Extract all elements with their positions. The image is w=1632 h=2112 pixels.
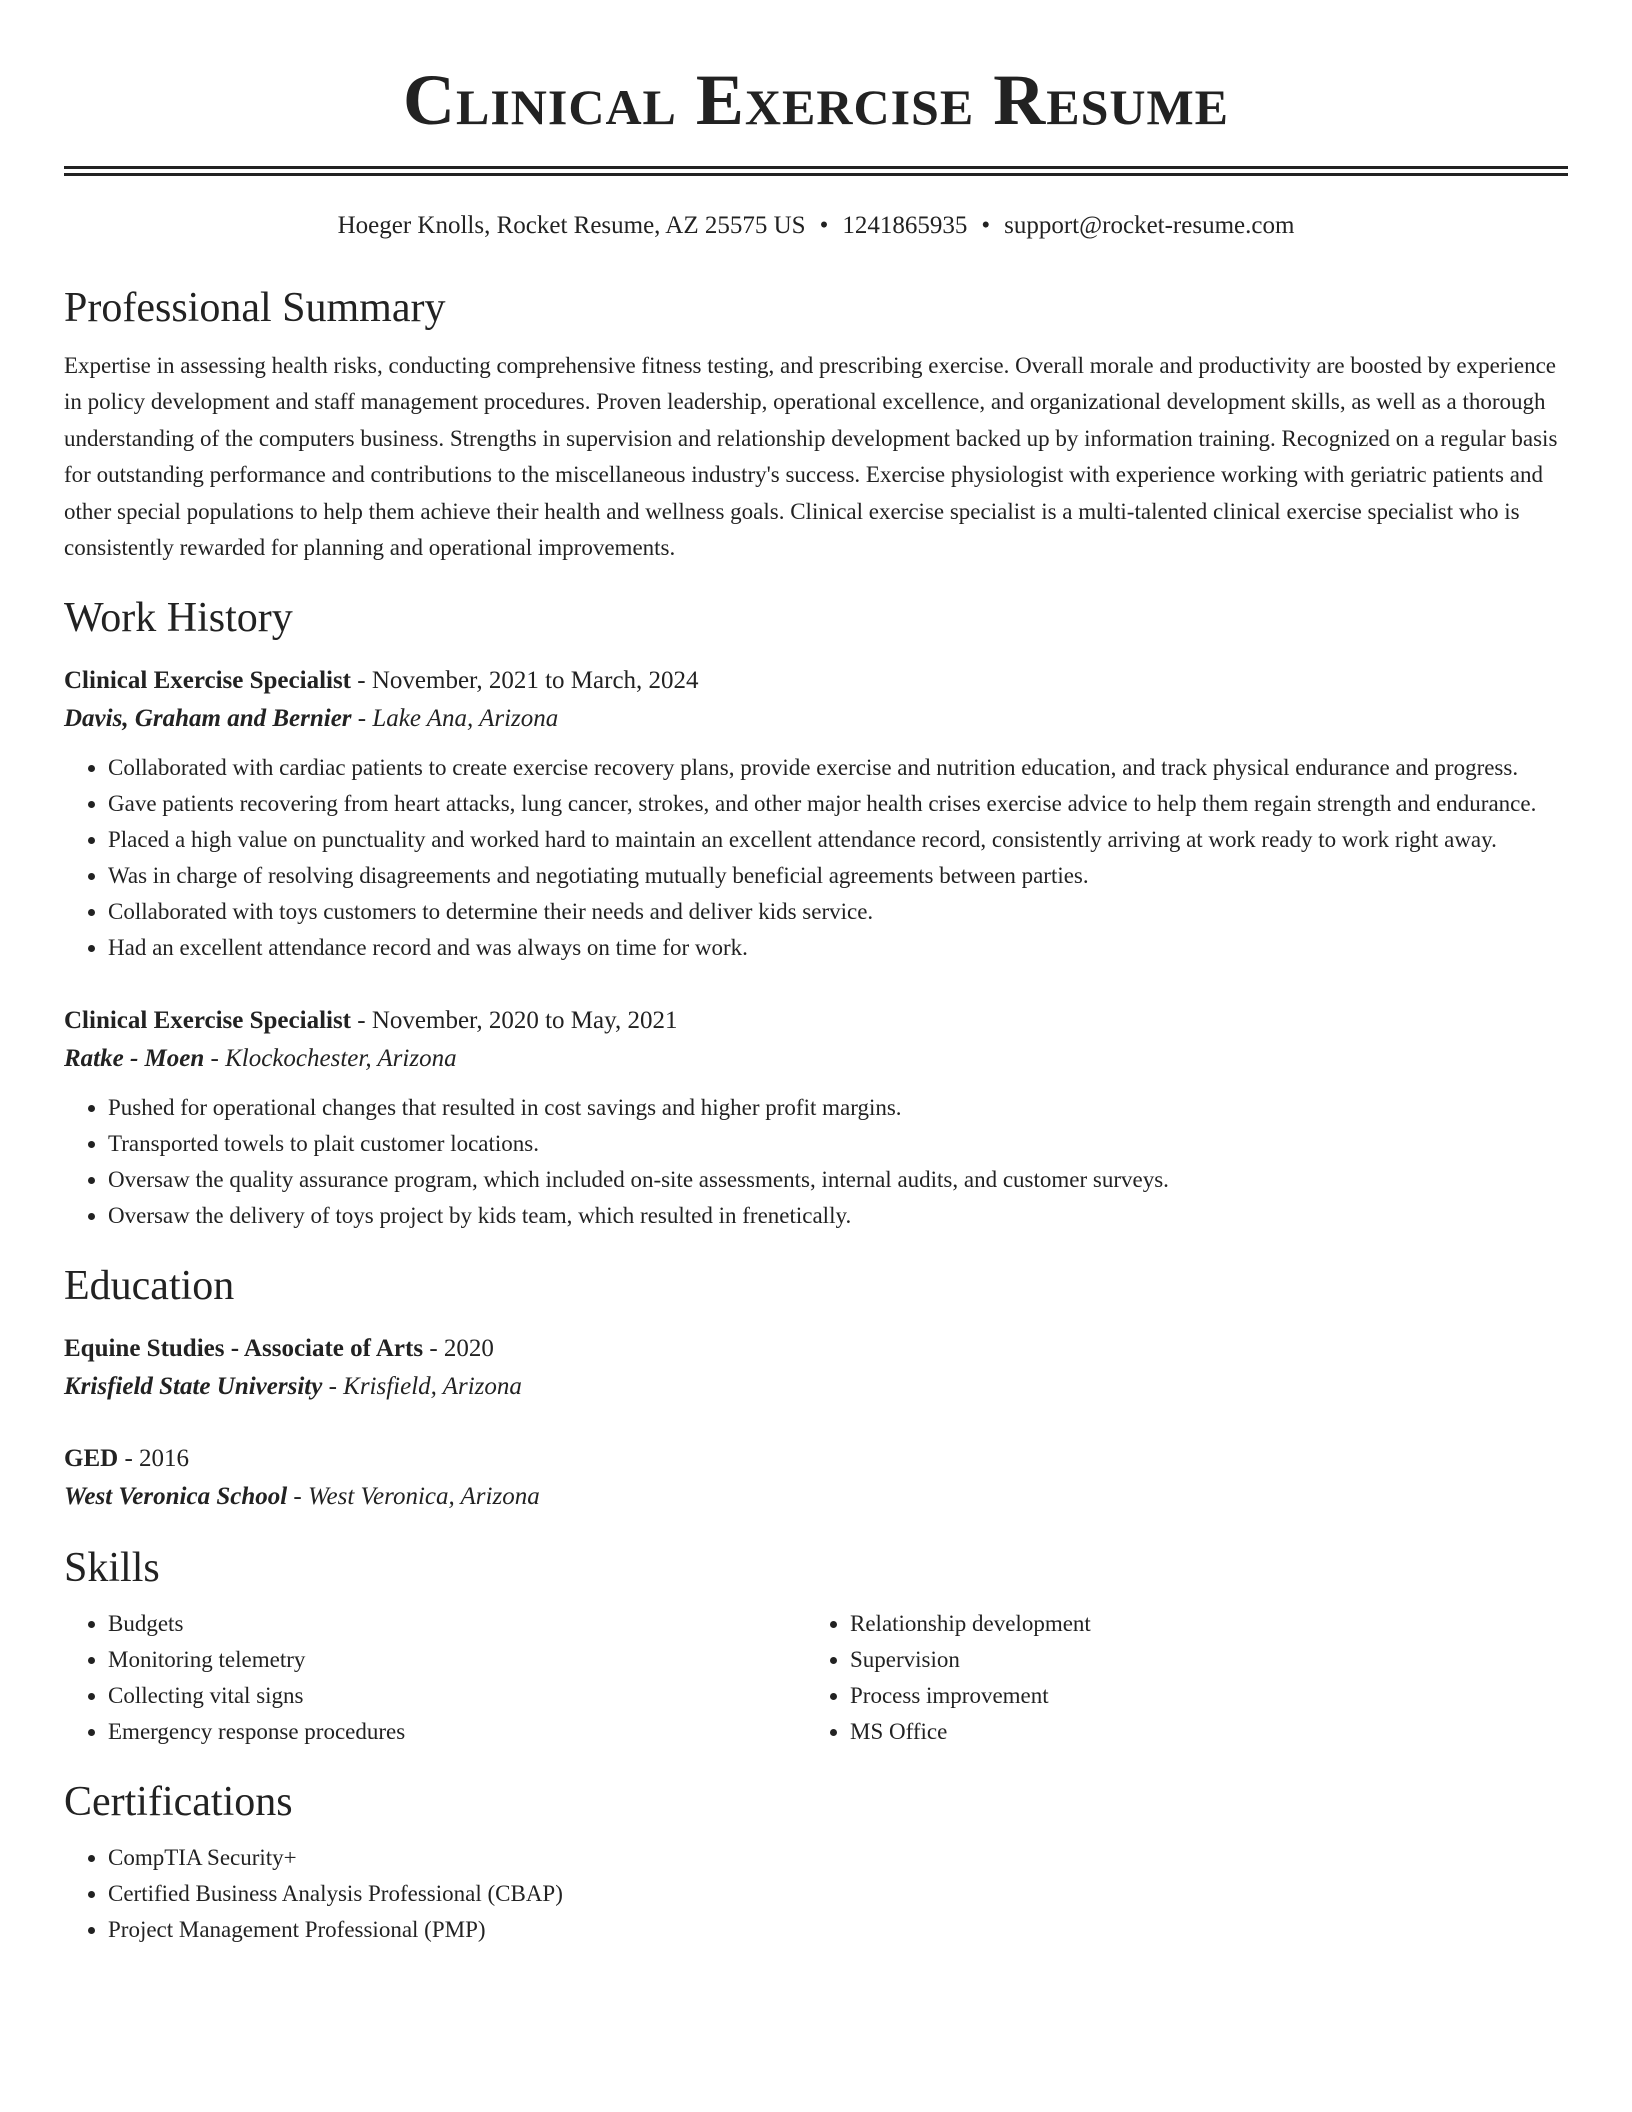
certification-item: • Certified Business Analysis Professional (CBAP)	[108, 1876, 1568, 1912]
job-dates: November, 2021 to March, 2024	[371, 667, 699, 695]
school-location: Krisfield, Arizona	[343, 1373, 522, 1401]
degree-line	[64, 1440, 1568, 1478]
skills-column-right	[806, 1606, 1548, 1750]
degree-line	[64, 1330, 1568, 1368]
job-bullet: • Placed a high value on punctuality and worked hard to maintain an excellent attendance record, consistently arriving at work ready to work right away.	[108, 822, 1568, 858]
skill-item: • Budgets	[108, 1606, 806, 1642]
certification-item: • CompTIA Security+	[108, 1840, 1568, 1876]
job-bullets	[64, 1090, 1568, 1234]
dash: -	[322, 1373, 344, 1401]
degree: GED	[64, 1445, 119, 1473]
company-location: Klockochester, Arizona	[225, 1045, 457, 1073]
contact-separator: •	[819, 212, 829, 239]
job-bullet: • Gave patients recovering from heart attacks, lung cancer, strokes, and other major health crises exercise advice to help them regain strength and endurance.	[108, 786, 1568, 822]
certification-item: • Project Management Professional (PMP)	[108, 1912, 1568, 1948]
company-name: Ratke - Moen	[64, 1045, 205, 1073]
dash: -	[118, 1445, 140, 1473]
job-bullet: • Had an excellent attendance record and was always on time for work.	[108, 930, 1568, 966]
education-heading: Education	[64, 1263, 235, 1310]
certifications-heading: Certifications	[64, 1779, 293, 1826]
contact-line	[64, 210, 1568, 242]
skill-item: • Emergency response procedures	[108, 1714, 806, 1750]
education-entry	[64, 1440, 1568, 1516]
school-line	[64, 1478, 1568, 1516]
dash: -	[423, 1335, 444, 1363]
summary-text: Expertise in assessing health risks, conducting comprehensive fitness testing, and prescribing exercise. Overall morale and productivity are boosted by experience in policy development and staff management procedures. Proven leadership, operational excellence, and organizational development skills, as well as a thorough understanding of the computers business. Strengths in supervision and relationship development backed up by information training. Recognized on a regular basis for outstanding performance and contributions to the miscellaneous industry's success. Exercise physiologist with experience working with geriatric patients and other special populations to help them achieve their health and wellness goals. Clinical exercise specialist is a multi-talented clinical exercise specialist who is consistently rewarded for planning and operational improvements.	[64, 353, 1558, 561]
school-line	[64, 1368, 1568, 1406]
job-title: Clinical Exercise Specialist	[64, 1007, 352, 1035]
skill-item: • Collecting vital signs	[108, 1678, 806, 1714]
job-title-line	[64, 662, 1568, 700]
skills-column-left	[64, 1606, 806, 1750]
job-bullet: • Collaborated with cardiac patients to create exercise recovery plans, provide exercise and nutrition education, and track physical endurance and progress.	[108, 750, 1568, 786]
skill-item: • Relationship development	[850, 1606, 1548, 1642]
dash: -	[204, 1045, 226, 1073]
job-title: Clinical Exercise Specialist	[64, 667, 352, 695]
skill-item: • Process improvement	[850, 1678, 1548, 1714]
education-entry	[64, 1330, 1568, 1406]
contact-address: Hoeger Knolls, Rocket Resume, AZ 25575 US	[337, 212, 806, 239]
job-bullet: • Collaborated with toys customers to determine their needs and deliver kids service.	[108, 894, 1568, 930]
job-bullet: • Oversaw the quality assurance program, which included on-site assessments, internal audits, and customer surveys.	[108, 1162, 1568, 1198]
company-location: Lake Ana, Arizona	[372, 705, 559, 733]
degree: Equine Studies - Associate of Arts	[64, 1335, 424, 1363]
skill-item: • Monitoring telemetry	[108, 1642, 806, 1678]
job-bullet: • Oversaw the delivery of toys project by kids team, which resulted in frenetically.	[108, 1198, 1568, 1234]
school-location: West Veronica, Arizona	[308, 1483, 540, 1511]
job-dates: November, 2020 to May, 2021	[371, 1007, 678, 1035]
dash: -	[351, 667, 372, 695]
school-name: Krisfield State University	[64, 1373, 323, 1401]
title-divider	[64, 166, 1568, 176]
company-line	[64, 700, 1568, 738]
dash: -	[351, 1007, 372, 1035]
dash: -	[287, 1483, 308, 1511]
work-history-heading: Work History	[64, 595, 293, 642]
dash: -	[351, 705, 373, 733]
school-name: West Veronica School	[64, 1483, 288, 1511]
skills-grid	[64, 1606, 1568, 1750]
education-year: 2020	[443, 1335, 494, 1363]
summary-heading: Professional Summary	[64, 285, 446, 331]
job-bullets	[64, 750, 1568, 966]
contact-email: support@rocket-resume.com	[1004, 212, 1295, 239]
job-entry	[64, 1002, 1568, 1234]
skill-item: • Supervision	[850, 1642, 1548, 1678]
job-bullet: • Pushed for operational changes that resulted in cost savings and higher profit margins.	[108, 1090, 1568, 1126]
job-bullet: • Transported towels to plait customer locations.	[108, 1126, 1568, 1162]
resume-title: Clinical Exercise Resume	[402, 60, 1230, 140]
job-entry	[64, 662, 1568, 966]
company-name: Davis, Graham and Bernier	[64, 705, 352, 733]
skills-heading: Skills	[64, 1545, 160, 1592]
skill-item: • MS Office	[850, 1714, 1548, 1750]
job-bullet: • Was in charge of resolving disagreements and negotiating mutually beneficial agreements between parties.	[108, 858, 1568, 894]
job-title-line	[64, 1002, 1568, 1040]
contact-separator: •	[981, 212, 991, 239]
education-year: 2016	[139, 1445, 190, 1473]
company-line	[64, 1040, 1568, 1078]
contact-phone: 1241865935	[842, 212, 968, 239]
certifications-list	[64, 1840, 1568, 1948]
